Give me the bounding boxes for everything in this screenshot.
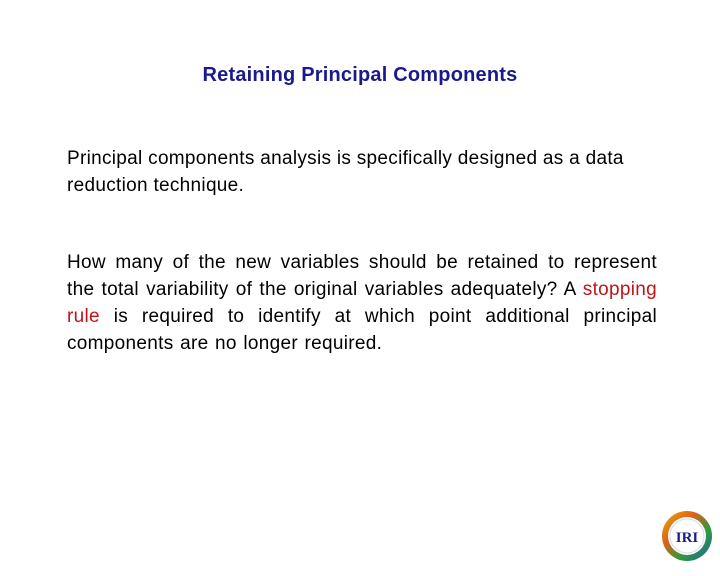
paragraph-stopping-rule	[67, 249, 657, 357]
paragraph-text-after: is required to identify at which point additional principal components are no longer required.	[67, 306, 657, 354]
iri-logo-icon	[660, 509, 714, 563]
stopping-rule-highlight: stopping rule	[67, 279, 657, 327]
slide-title: Retaining Principal Components	[202, 64, 518, 86]
logo-label: IRI	[675, 530, 699, 546]
paragraph-text-before: How many of the new variables should be retained to represent the total variability of the original variables adequately? A	[67, 252, 657, 300]
paragraph-data-reduction: Principal components analysis is specifically designed as a data reduction technique.	[67, 148, 624, 196]
